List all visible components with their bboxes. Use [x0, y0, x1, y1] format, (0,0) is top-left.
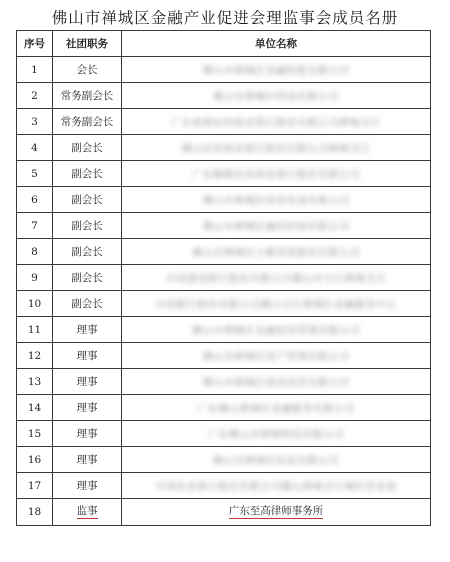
table-row — [17, 291, 431, 317]
role-text: 理事 — [76, 324, 98, 336]
role-text: 监事 — [76, 505, 98, 517]
role-text: 理事 — [76, 402, 98, 414]
row-org — [122, 291, 431, 317]
row-number: 3 — [17, 109, 53, 135]
role-text: 副会长 — [71, 298, 103, 310]
table-row — [17, 395, 431, 421]
row-role — [53, 291, 122, 317]
row-number: 10 — [17, 291, 53, 317]
row-role — [53, 135, 122, 161]
row-org — [122, 187, 431, 213]
row-org — [122, 369, 431, 395]
row-role — [53, 395, 122, 421]
row-role — [53, 343, 122, 369]
row-number: 4 — [17, 135, 53, 161]
table-row — [17, 135, 431, 161]
table-row — [17, 83, 431, 109]
row-org — [122, 57, 431, 83]
role-text: 常务副会长 — [60, 116, 114, 128]
row-org — [122, 239, 431, 265]
role-text: 理事 — [76, 350, 98, 362]
row-number: 2 — [17, 83, 53, 109]
row-role — [53, 447, 122, 473]
table-row — [17, 109, 431, 135]
redacted-org-name: 佛山市禅城区信息有限公司 — [213, 456, 339, 467]
role-text: 副会长 — [71, 194, 103, 206]
redacted-org-name: 佛山市禅城区金融投资管理有限公司 — [192, 326, 360, 337]
redacted-org-name: 佛山市禅城区资产管理有限公司 — [202, 352, 350, 363]
table-row — [17, 369, 431, 395]
table-row — [17, 317, 431, 343]
redacted-org-name: 中国农业银行股份有限公司佛山禅城支行城区营业部 — [155, 482, 397, 493]
row-org — [122, 499, 431, 526]
row-role — [53, 473, 122, 499]
row-role — [53, 499, 122, 526]
row-number: 5 — [17, 161, 53, 187]
row-number: 18 — [17, 499, 53, 526]
row-number: 17 — [17, 473, 53, 499]
row-org — [122, 109, 431, 135]
redacted-org-name: 广东佛山禅城区金融服务有限公司 — [197, 404, 355, 415]
row-org — [122, 473, 431, 499]
row-number: 7 — [17, 213, 53, 239]
role-text: 理事 — [76, 428, 98, 440]
row-role — [53, 239, 122, 265]
redacted-org-name: 佛山市禅城区小额贷款股份有限公司 — [192, 248, 360, 259]
row-number: 6 — [17, 187, 53, 213]
row-number: 16 — [17, 447, 53, 473]
table-row — [17, 213, 431, 239]
redacted-org-name: 广东南海农村商业银行股份有限公司禅城支行 — [171, 118, 381, 129]
row-org — [122, 265, 431, 291]
row-role — [53, 369, 122, 395]
row-org — [122, 317, 431, 343]
table-row — [17, 57, 431, 83]
row-role — [53, 421, 122, 447]
header-number: 序号 — [17, 31, 53, 57]
row-org — [122, 395, 431, 421]
redacted-org-name: 佛山市禅城区科技有限公司 — [213, 92, 339, 103]
role-text: 副会长 — [71, 272, 103, 284]
row-role — [53, 161, 122, 187]
role-text: 理事 — [76, 454, 98, 466]
header-role: 社团职务 — [53, 31, 122, 57]
row-org — [122, 343, 431, 369]
row-number: 12 — [17, 343, 53, 369]
row-role — [53, 83, 122, 109]
role-text: 会长 — [76, 64, 98, 76]
role-text: 理事 — [76, 480, 98, 492]
document-title: 佛山市禅城区金融产业促进会理监事会成员名册 — [51, 9, 399, 27]
row-role — [53, 187, 122, 213]
row-org — [122, 213, 431, 239]
row-number: 15 — [17, 421, 53, 447]
row-org — [122, 83, 431, 109]
role-text: 常务副会长 — [60, 90, 114, 102]
roster-table — [16, 30, 431, 526]
role-text: 理事 — [76, 376, 98, 388]
roster-body — [17, 57, 431, 526]
row-role — [53, 317, 122, 343]
row-number: 14 — [17, 395, 53, 421]
redacted-org-name: 中国银行股份有限公司佛山分行禅城区金融服务中心 — [155, 300, 397, 311]
table-row — [17, 187, 431, 213]
table-row — [17, 421, 431, 447]
row-number: 9 — [17, 265, 53, 291]
role-text: 副会长 — [71, 168, 103, 180]
redacted-org-name: 中国建设银行股份有限公司佛山市分行禅城支行 — [165, 274, 387, 285]
redacted-org-name: 佛山市禅城区投资发展有限公司 — [202, 196, 350, 207]
row-number: 1 — [17, 57, 53, 83]
table-row — [17, 343, 431, 369]
role-text: 副会长 — [71, 142, 103, 154]
table-header-row — [17, 31, 431, 57]
role-text: 副会长 — [71, 246, 103, 258]
row-number: 13 — [17, 369, 53, 395]
redacted-org-name: 佛山市禅城区融资担保有限公司 — [202, 222, 350, 233]
row-role — [53, 213, 122, 239]
table-row — [17, 499, 431, 526]
row-number: 11 — [17, 317, 53, 343]
row-number: 8 — [17, 239, 53, 265]
row-role — [53, 265, 122, 291]
redacted-org-name: 广东顺德农村商业银行股份有限公司 — [192, 170, 360, 181]
row-org — [122, 447, 431, 473]
redacted-org-name: 佛山农村商业银行股份有限公司禅城支行 — [181, 144, 371, 155]
row-role — [53, 109, 122, 135]
redacted-org-name: 佛山市禅城区金融控股有限公司 — [202, 66, 350, 77]
org-name: 广东至高律师事务所 — [228, 505, 324, 517]
role-text: 副会长 — [71, 220, 103, 232]
row-org — [122, 135, 431, 161]
table-row — [17, 161, 431, 187]
row-org — [122, 421, 431, 447]
row-role — [53, 57, 122, 83]
row-org — [122, 161, 431, 187]
redacted-org-name: 佛山市禅城区创业投资有限公司 — [202, 378, 350, 389]
table-row — [17, 447, 431, 473]
header-org: 单位名称 — [122, 31, 431, 57]
table-row — [17, 239, 431, 265]
table-row — [17, 473, 431, 499]
redacted-org-name: 广东佛山市禅城科技有限公司 — [207, 430, 345, 441]
table-row — [17, 265, 431, 291]
